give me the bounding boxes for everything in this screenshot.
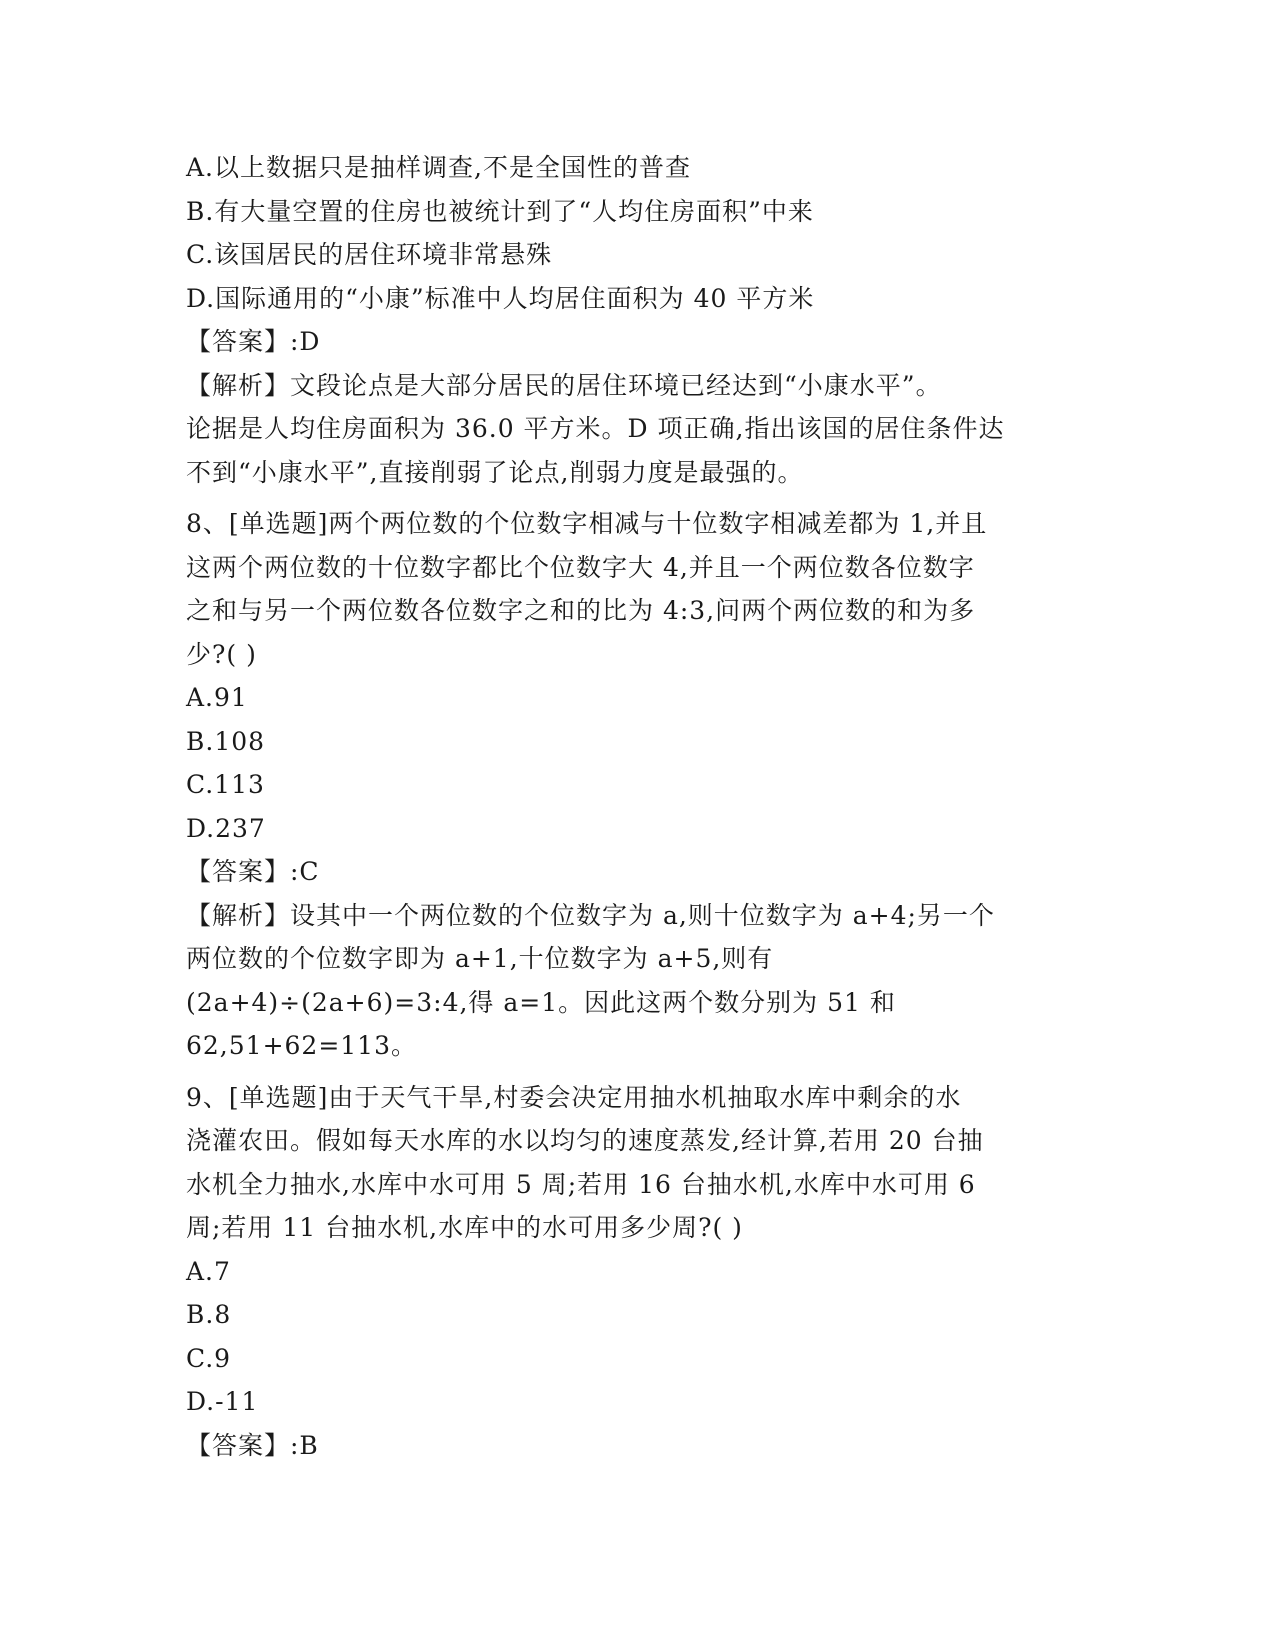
- option-c: C.该国居民的居住环境非常悬殊: [186, 240, 553, 269]
- option-b: B.有大量空置的住房也被统计到了“人均住房面积”中来: [186, 196, 814, 226]
- option-a: A.以上数据只是抽样调查,不是全国性的普查: [186, 153, 691, 182]
- option-b: B.8: [186, 1300, 232, 1329]
- page-content: [186, 146, 1086, 1467]
- analysis-line: 【解析】文段论点是大部分居民的居住环境已经达到“小康水平”。: [186, 370, 942, 400]
- analysis-line: (2a+4)÷(2a+6)=3:4,得 a=1。因此这两个数分别为 51 和: [186, 987, 896, 1017]
- option-a: A.91: [186, 683, 248, 712]
- answer: 【答案】:B: [186, 1430, 319, 1460]
- question-stem-line: 少?( ): [186, 639, 257, 669]
- option-d: D.国际通用的“小康”标准中人均居住面积为 40 平方米: [186, 283, 815, 313]
- option-c: C.9: [186, 1343, 232, 1373]
- question-stem-line: 之和与另一个两位数各位数字之和的比为 4:3,问两个两位数的和为多: [186, 596, 976, 625]
- question-8-block: [186, 502, 1086, 1068]
- option-b: B.108: [186, 726, 266, 756]
- option-d: D.237: [186, 813, 266, 843]
- question-stem-line: 9、[单选题]由于天气干旱,村委会决定用抽水机抽取水库中剩余的水: [186, 1082, 962, 1112]
- question-stem-line: 8、[单选题]两个两位数的个位数字相减与十位数字相减差都为 1,并且: [186, 509, 988, 538]
- answer: 【答案】:D: [186, 327, 321, 356]
- previous-question-block: [186, 146, 1086, 494]
- question-9-block: [186, 1076, 1086, 1468]
- question-stem-line: 这两个两位数的十位数字都比个位数字大 4,并且一个两位数各位数字: [186, 552, 975, 582]
- option-c: C.113: [186, 770, 265, 799]
- analysis-line: 【解析】设其中一个两位数的个位数字为 a,则十位数字为 a+4;另一个: [186, 900, 995, 930]
- answer: 【答案】:C: [186, 857, 320, 886]
- question-stem-line: 浇灌农田。假如每天水库的水以均匀的速度蒸发,经计算,若用 20 台抽: [186, 1126, 984, 1155]
- analysis-line: 不到“小康水平”,直接削弱了论点,削弱力度是最强的。: [186, 457, 804, 487]
- question-stem-line: 水机全力抽水,水库中水可用 5 周;若用 16 台抽水机,水库中水可用 6: [186, 1169, 976, 1199]
- question-stem-line: 周;若用 11 台抽水机,水库中的水可用多少周?( ): [186, 1213, 743, 1242]
- analysis-line: 两位数的个位数字即为 a+1,十位数字为 a+5,则有: [186, 944, 774, 973]
- analysis-line: 62,51+62=113。: [186, 1031, 417, 1060]
- option-a: A.7: [186, 1256, 231, 1286]
- analysis-line: 论据是人均住房面积为 36.0 平方米。D 项正确,指出该国的居住条件达: [186, 414, 1005, 443]
- option-d: D.-11: [186, 1387, 259, 1416]
